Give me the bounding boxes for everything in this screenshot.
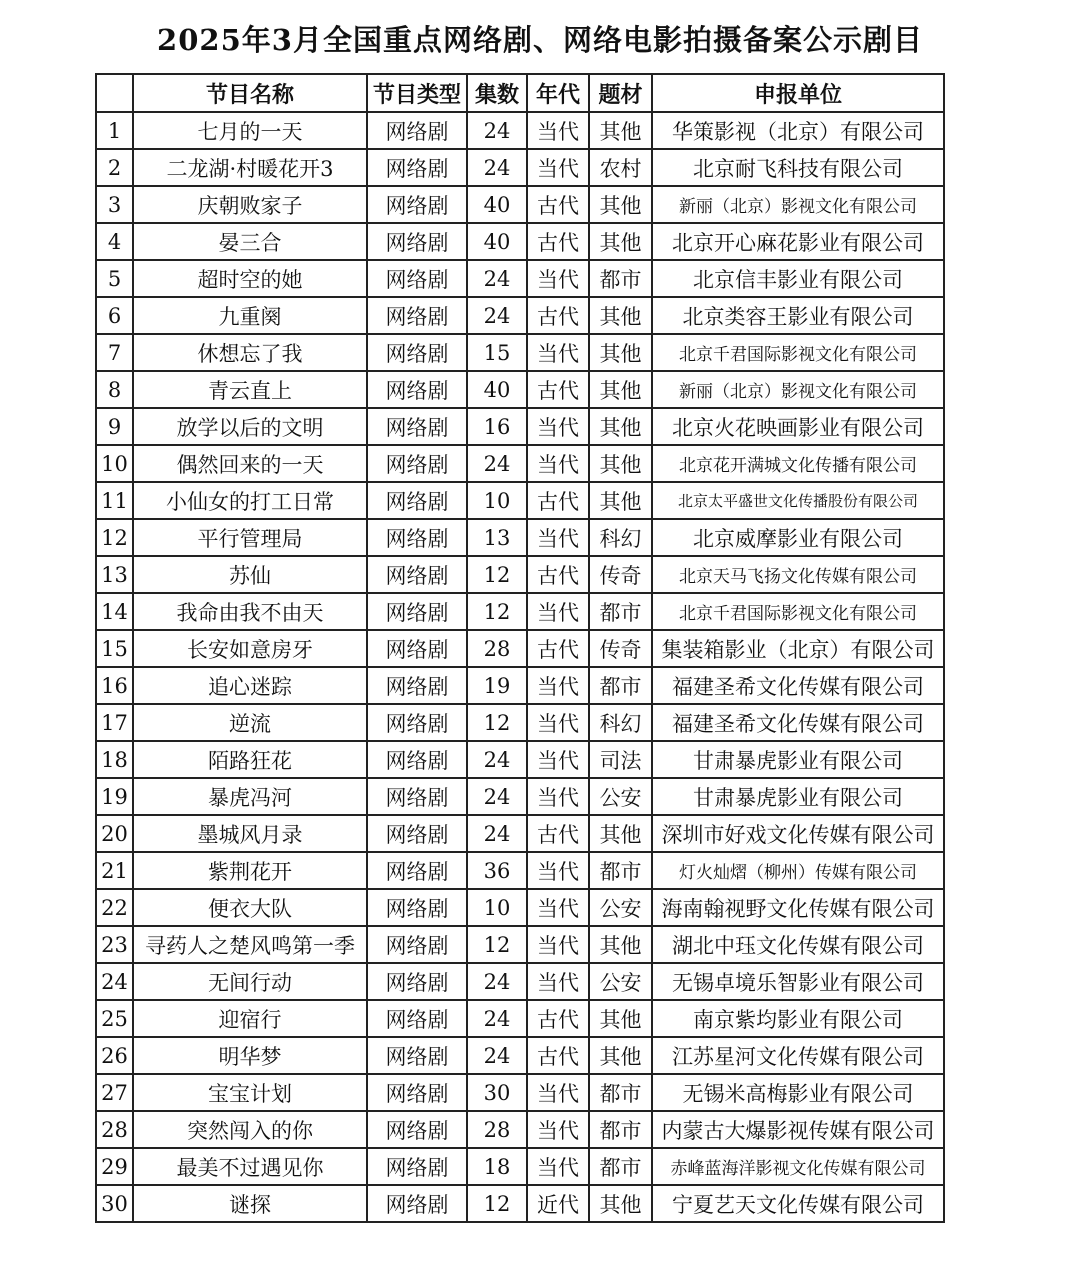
- program-name-cell: 青云直上: [133, 371, 367, 408]
- program-name-cell: 迎宿行: [133, 1000, 367, 1037]
- genre-cell: 都市: [589, 852, 652, 889]
- era-cell: 当代: [527, 519, 589, 556]
- row-index-cell: 29: [96, 1148, 133, 1185]
- program-type-cell: 网络剧: [367, 112, 467, 149]
- table-row: [96, 408, 944, 445]
- row-index-cell: 28: [96, 1111, 133, 1148]
- era-cell: 古代: [527, 223, 589, 260]
- program-type-cell: 网络剧: [367, 334, 467, 371]
- program-type-cell: 网络剧: [367, 186, 467, 223]
- genre-cell: 都市: [589, 1111, 652, 1148]
- program-name-cell: 紫荆花开: [133, 852, 367, 889]
- episode-count-cell: 24: [467, 815, 527, 852]
- applicant-company-cell: 北京花开满城文化传播有限公司: [652, 445, 944, 482]
- applicant-company-cell: 内蒙古大爆影视传媒有限公司: [652, 1111, 944, 1148]
- row-index-cell: 23: [96, 926, 133, 963]
- program-name-cell: 无间行动: [133, 963, 367, 1000]
- table-row: [96, 519, 944, 556]
- episode-count-cell: 18: [467, 1148, 527, 1185]
- row-index-cell: 17: [96, 704, 133, 741]
- program-name-cell: 平行管理局: [133, 519, 367, 556]
- program-name-cell: 逆流: [133, 704, 367, 741]
- era-cell: 当代: [527, 112, 589, 149]
- genre-cell: 其他: [589, 482, 652, 519]
- era-cell: 当代: [527, 741, 589, 778]
- row-index-cell: 12: [96, 519, 133, 556]
- table-row: [96, 593, 944, 630]
- program-type-cell: 网络剧: [367, 1074, 467, 1111]
- era-cell: 古代: [527, 1037, 589, 1074]
- table-row: [96, 223, 944, 260]
- program-type-cell: 网络剧: [367, 704, 467, 741]
- program-type-cell: 网络剧: [367, 371, 467, 408]
- row-index-cell: 19: [96, 778, 133, 815]
- row-index-cell: 3: [96, 186, 133, 223]
- program-type-cell: 网络剧: [367, 1148, 467, 1185]
- episode-count-cell: 24: [467, 1037, 527, 1074]
- episode-count-cell: 10: [467, 889, 527, 926]
- genre-cell: 公安: [589, 963, 652, 1000]
- row-index-cell: 24: [96, 963, 133, 1000]
- genre-cell: 科幻: [589, 704, 652, 741]
- table-header: [96, 74, 944, 112]
- era-cell: 当代: [527, 593, 589, 630]
- episode-count-cell: 24: [467, 260, 527, 297]
- applicant-company-cell: 北京类容王影业有限公司: [652, 297, 944, 334]
- era-cell: 当代: [527, 963, 589, 1000]
- row-index-cell: 11: [96, 482, 133, 519]
- program-name-cell: 九重阕: [133, 297, 367, 334]
- era-cell: 当代: [527, 889, 589, 926]
- applicant-company-cell: 无锡米高梅影业有限公司: [652, 1074, 944, 1111]
- genre-cell: 其他: [589, 1000, 652, 1037]
- episode-count-cell: 24: [467, 112, 527, 149]
- filing-table: [95, 73, 945, 1223]
- applicant-company-cell: 福建圣希文化传媒有限公司: [652, 704, 944, 741]
- table-row: [96, 556, 944, 593]
- row-index-cell: 14: [96, 593, 133, 630]
- row-index-cell: 2: [96, 149, 133, 186]
- program-type-cell: 网络剧: [367, 1111, 467, 1148]
- row-index-cell: 22: [96, 889, 133, 926]
- program-name-cell: 放学以后的文明: [133, 408, 367, 445]
- table-row: [96, 186, 944, 223]
- table-body: [96, 112, 944, 1222]
- program-type-cell: 网络剧: [367, 556, 467, 593]
- era-cell: 古代: [527, 815, 589, 852]
- applicant-company-cell: 北京耐飞科技有限公司: [652, 149, 944, 186]
- row-index-cell: 18: [96, 741, 133, 778]
- row-index-cell: 30: [96, 1185, 133, 1222]
- program-name-cell: 休想忘了我: [133, 334, 367, 371]
- header-program-type: 节目类型: [367, 74, 467, 112]
- program-name-cell: 长安如意房牙: [133, 630, 367, 667]
- header-applicant: 申报单位: [652, 74, 944, 112]
- program-name-cell: 二龙湖·村暖花开3: [133, 149, 367, 186]
- table-row: [96, 149, 944, 186]
- era-cell: 当代: [527, 408, 589, 445]
- program-name-cell: 便衣大队: [133, 889, 367, 926]
- genre-cell: 传奇: [589, 556, 652, 593]
- applicant-company-cell: 湖北中珏文化传媒有限公司: [652, 926, 944, 963]
- genre-cell: 其他: [589, 112, 652, 149]
- episode-count-cell: 40: [467, 371, 527, 408]
- row-index-cell: 1: [96, 112, 133, 149]
- header-genre: 题材: [589, 74, 652, 112]
- row-index-cell: 9: [96, 408, 133, 445]
- applicant-company-cell: 赤峰蓝海洋影视文化传媒有限公司: [652, 1148, 944, 1185]
- program-name-cell: 寻药人之楚风鸣第一季: [133, 926, 367, 963]
- applicant-company-cell: 灯火灿熠（柳州）传媒有限公司: [652, 852, 944, 889]
- episode-count-cell: 24: [467, 963, 527, 1000]
- genre-cell: 其他: [589, 186, 652, 223]
- episode-count-cell: 36: [467, 852, 527, 889]
- row-index-cell: 20: [96, 815, 133, 852]
- era-cell: 当代: [527, 149, 589, 186]
- episode-count-cell: 10: [467, 482, 527, 519]
- table-row: [96, 297, 944, 334]
- episode-count-cell: 24: [467, 1000, 527, 1037]
- header-episodes: 集数: [467, 74, 527, 112]
- genre-cell: 司法: [589, 741, 652, 778]
- episode-count-cell: 19: [467, 667, 527, 704]
- row-index-cell: 10: [96, 445, 133, 482]
- era-cell: 当代: [527, 704, 589, 741]
- episode-count-cell: 24: [467, 297, 527, 334]
- program-type-cell: 网络剧: [367, 778, 467, 815]
- era-cell: 当代: [527, 852, 589, 889]
- program-type-cell: 网络剧: [367, 1000, 467, 1037]
- program-name-cell: 谜探: [133, 1185, 367, 1222]
- genre-cell: 其他: [589, 1037, 652, 1074]
- episode-count-cell: 12: [467, 593, 527, 630]
- table-row: [96, 667, 944, 704]
- era-cell: 近代: [527, 1185, 589, 1222]
- episode-count-cell: 12: [467, 1185, 527, 1222]
- era-cell: 古代: [527, 297, 589, 334]
- era-cell: 当代: [527, 667, 589, 704]
- genre-cell: 其他: [589, 334, 652, 371]
- program-type-cell: 网络剧: [367, 741, 467, 778]
- genre-cell: 其他: [589, 408, 652, 445]
- table-row: [96, 260, 944, 297]
- era-cell: 当代: [527, 1074, 589, 1111]
- applicant-company-cell: 无锡卓境乐智影业有限公司: [652, 963, 944, 1000]
- episode-count-cell: 24: [467, 445, 527, 482]
- program-name-cell: 宝宝计划: [133, 1074, 367, 1111]
- program-name-cell: 苏仙: [133, 556, 367, 593]
- era-cell: 当代: [527, 334, 589, 371]
- applicant-company-cell: 福建圣希文化传媒有限公司: [652, 667, 944, 704]
- program-type-cell: 网络剧: [367, 593, 467, 630]
- program-type-cell: 网络剧: [367, 223, 467, 260]
- era-cell: 当代: [527, 778, 589, 815]
- header-era: 年代: [527, 74, 589, 112]
- applicant-company-cell: 北京火花映画影业有限公司: [652, 408, 944, 445]
- era-cell: 古代: [527, 186, 589, 223]
- program-type-cell: 网络剧: [367, 482, 467, 519]
- table-row: [96, 852, 944, 889]
- applicant-company-cell: 甘肃暴虎影业有限公司: [652, 741, 944, 778]
- genre-cell: 传奇: [589, 630, 652, 667]
- row-index-cell: 7: [96, 334, 133, 371]
- row-index-cell: 13: [96, 556, 133, 593]
- genre-cell: 其他: [589, 297, 652, 334]
- table-row: [96, 1074, 944, 1111]
- applicant-company-cell: 新丽（北京）影视文化有限公司: [652, 371, 944, 408]
- era-cell: 古代: [527, 1000, 589, 1037]
- row-index-cell: 21: [96, 852, 133, 889]
- applicant-company-cell: 新丽（北京）影视文化有限公司: [652, 186, 944, 223]
- program-type-cell: 网络剧: [367, 667, 467, 704]
- page-title: 2025年3月全国重点网络剧、网络电影拍摄备案公示剧目: [157, 23, 923, 57]
- episode-count-cell: 12: [467, 926, 527, 963]
- applicant-company-cell: 深圳市好戏文化传媒有限公司: [652, 815, 944, 852]
- program-type-cell: 网络剧: [367, 149, 467, 186]
- row-index-cell: 8: [96, 371, 133, 408]
- episode-count-cell: 12: [467, 704, 527, 741]
- genre-cell: 其他: [589, 371, 652, 408]
- table-row: [96, 1000, 944, 1037]
- applicant-company-cell: 北京千君国际影视文化有限公司: [652, 334, 944, 371]
- table-row: [96, 889, 944, 926]
- era-cell: 当代: [527, 260, 589, 297]
- genre-cell: 其他: [589, 445, 652, 482]
- applicant-company-cell: 江苏星河文化传媒有限公司: [652, 1037, 944, 1074]
- program-name-cell: 我命由我不由天: [133, 593, 367, 630]
- era-cell: 古代: [527, 482, 589, 519]
- genre-cell: 都市: [589, 1074, 652, 1111]
- header-index: [96, 74, 133, 112]
- episode-count-cell: 12: [467, 556, 527, 593]
- genre-cell: 都市: [589, 593, 652, 630]
- program-type-cell: 网络剧: [367, 1185, 467, 1222]
- program-name-cell: 墨城风月录: [133, 815, 367, 852]
- era-cell: 当代: [527, 1111, 589, 1148]
- row-index-cell: 26: [96, 1037, 133, 1074]
- genre-cell: 科幻: [589, 519, 652, 556]
- episode-count-cell: 16: [467, 408, 527, 445]
- episode-count-cell: 30: [467, 1074, 527, 1111]
- genre-cell: 都市: [589, 1148, 652, 1185]
- applicant-company-cell: 北京信丰影业有限公司: [652, 260, 944, 297]
- applicant-company-cell: 宁夏艺天文化传媒有限公司: [652, 1185, 944, 1222]
- episode-count-cell: 40: [467, 186, 527, 223]
- era-cell: 古代: [527, 556, 589, 593]
- header-row: [96, 74, 944, 112]
- applicant-company-cell: 华策影视（北京）有限公司: [652, 112, 944, 149]
- program-type-cell: 网络剧: [367, 1037, 467, 1074]
- header-program-name: 节目名称: [133, 74, 367, 112]
- genre-cell: 都市: [589, 260, 652, 297]
- episode-count-cell: 28: [467, 1111, 527, 1148]
- era-cell: 当代: [527, 1148, 589, 1185]
- applicant-company-cell: 甘肃暴虎影业有限公司: [652, 778, 944, 815]
- episode-count-cell: 24: [467, 149, 527, 186]
- genre-cell: 公安: [589, 778, 652, 815]
- genre-cell: 公安: [589, 889, 652, 926]
- genre-cell: 其他: [589, 815, 652, 852]
- program-type-cell: 网络剧: [367, 815, 467, 852]
- table-row: [96, 112, 944, 149]
- table-row: [96, 1037, 944, 1074]
- program-type-cell: 网络剧: [367, 926, 467, 963]
- table-row: [96, 482, 944, 519]
- program-type-cell: 网络剧: [367, 852, 467, 889]
- program-type-cell: 网络剧: [367, 260, 467, 297]
- applicant-company-cell: 南京紫均影业有限公司: [652, 1000, 944, 1037]
- table-row: [96, 1148, 944, 1185]
- program-type-cell: 网络剧: [367, 408, 467, 445]
- applicant-company-cell: 北京开心麻花影业有限公司: [652, 223, 944, 260]
- program-type-cell: 网络剧: [367, 630, 467, 667]
- row-index-cell: 27: [96, 1074, 133, 1111]
- program-name-cell: 超时空的她: [133, 260, 367, 297]
- applicant-company-cell: 北京千君国际影视文化有限公司: [652, 593, 944, 630]
- program-name-cell: 暴虎冯河: [133, 778, 367, 815]
- program-type-cell: 网络剧: [367, 963, 467, 1000]
- table-row: [96, 1111, 944, 1148]
- episode-count-cell: 24: [467, 741, 527, 778]
- table-row: [96, 334, 944, 371]
- row-index-cell: 25: [96, 1000, 133, 1037]
- episode-count-cell: 24: [467, 778, 527, 815]
- program-name-cell: 小仙女的打工日常: [133, 482, 367, 519]
- row-index-cell: 16: [96, 667, 133, 704]
- applicant-company-cell: 北京天马飞扬文化传媒有限公司: [652, 556, 944, 593]
- program-name-cell: 突然闯入的你: [133, 1111, 367, 1148]
- row-index-cell: 5: [96, 260, 133, 297]
- applicant-company-cell: 北京威摩影业有限公司: [652, 519, 944, 556]
- program-type-cell: 网络剧: [367, 889, 467, 926]
- episode-count-cell: 28: [467, 630, 527, 667]
- genre-cell: 其他: [589, 1185, 652, 1222]
- program-name-cell: 庆朝败家子: [133, 186, 367, 223]
- program-type-cell: 网络剧: [367, 297, 467, 334]
- applicant-company-cell: 集装箱影业（北京）有限公司: [652, 630, 944, 667]
- program-name-cell: 偶然回来的一天: [133, 445, 367, 482]
- era-cell: 古代: [527, 630, 589, 667]
- applicant-company-cell: 海南翰视野文化传媒有限公司: [652, 889, 944, 926]
- genre-cell: 农村: [589, 149, 652, 186]
- table-row: [96, 815, 944, 852]
- table-row: [96, 630, 944, 667]
- program-name-cell: 晏三合: [133, 223, 367, 260]
- program-type-cell: 网络剧: [367, 445, 467, 482]
- applicant-company-cell: 北京太平盛世文化传播股份有限公司: [652, 482, 944, 519]
- episode-count-cell: 15: [467, 334, 527, 371]
- table-row: [96, 926, 944, 963]
- program-name-cell: 追心迷踪: [133, 667, 367, 704]
- row-index-cell: 15: [96, 630, 133, 667]
- table-row: [96, 963, 944, 1000]
- row-index-cell: 4: [96, 223, 133, 260]
- era-cell: 古代: [527, 371, 589, 408]
- program-name-cell: 七月的一天: [133, 112, 367, 149]
- episode-count-cell: 40: [467, 223, 527, 260]
- table-row: [96, 1185, 944, 1222]
- genre-cell: 其他: [589, 926, 652, 963]
- genre-cell: 其他: [589, 223, 652, 260]
- table-row: [96, 704, 944, 741]
- row-index-cell: 6: [96, 297, 133, 334]
- program-name-cell: 最美不过遇见你: [133, 1148, 367, 1185]
- era-cell: 当代: [527, 926, 589, 963]
- program-type-cell: 网络剧: [367, 519, 467, 556]
- episode-count-cell: 13: [467, 519, 527, 556]
- program-name-cell: 陌路狂花: [133, 741, 367, 778]
- table-row: [96, 778, 944, 815]
- program-name-cell: 明华梦: [133, 1037, 367, 1074]
- table-row: [96, 371, 944, 408]
- genre-cell: 都市: [589, 667, 652, 704]
- table-row: [96, 741, 944, 778]
- era-cell: 当代: [527, 445, 589, 482]
- table-row: [96, 445, 944, 482]
